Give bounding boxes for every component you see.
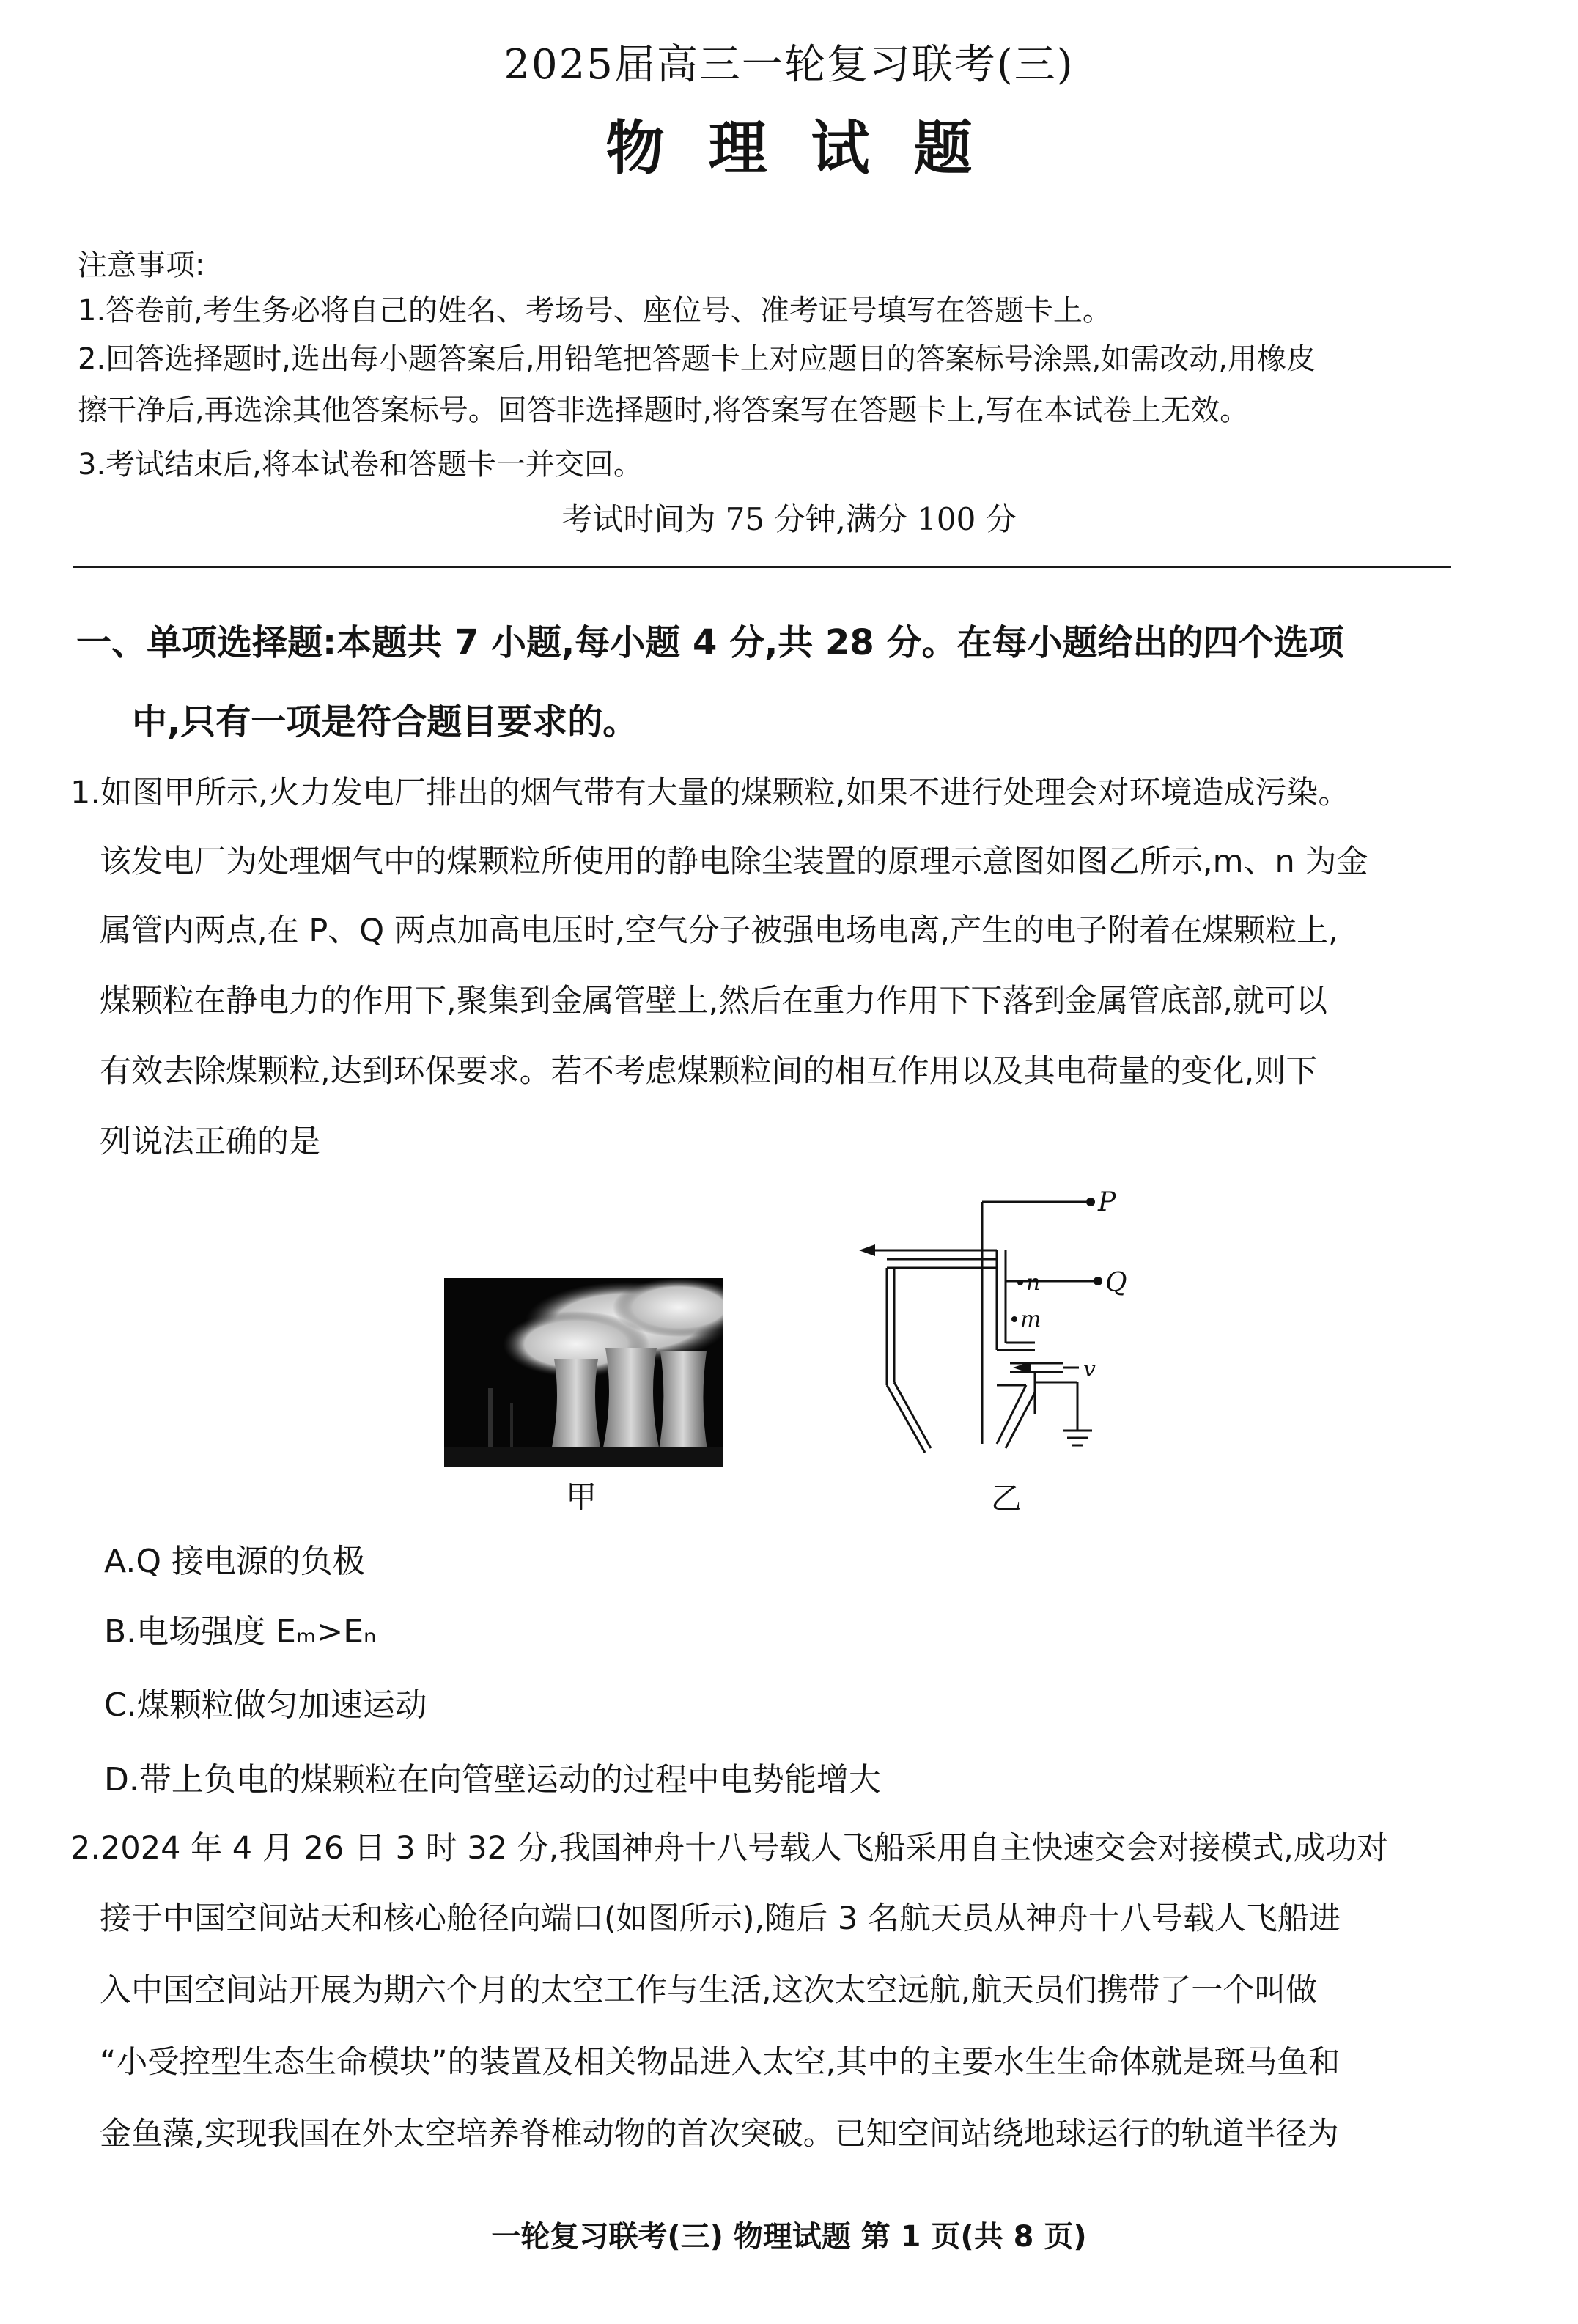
option-a: A.Q 接电源的负极	[104, 1543, 365, 1580]
subject-title: 物理试题	[605, 114, 1017, 182]
option-d: D.带上负电的煤颗粒在向管壁运动的过程中电势能增大	[104, 1761, 881, 1799]
note-line: 3.考试结束后,将本试卷和答题卡一并交回。	[78, 448, 643, 482]
exam-title: 2025届高三一轮复习联考(三)	[504, 41, 1074, 89]
q2-line: 金鱼藻,实现我国在外太空培养脊椎动物的首次突破。已知空间站绕地球运行的轨道半径为	[100, 2116, 1339, 2153]
q2-line: 2.2024 年 4 月 26 日 3 时 32 分,我国神舟十八号载人飞船采用自主快速交会对接模式,成功对	[70, 1830, 1388, 1867]
q2-line: 接于中国空间站天和核心舱径向端口(如图所示),随后 3 名航天员从神舟十八号载人飞船进	[100, 1900, 1341, 1937]
q1-line: 1.如图甲所示,火力发电厂排出的烟气带有大量的煤颗粒,如果不进行处理会对环境造成污染。	[70, 775, 1350, 811]
label-n: n	[1026, 1270, 1041, 1296]
figure-b-caption: 乙	[991, 1480, 1022, 1516]
page-footer: 一轮复习联考(三) 物理试题 第 1 页(共 8 页)	[491, 2220, 1087, 2254]
q1-line: 列说法正确的是	[100, 1124, 320, 1160]
q1-line: 有效去除煤颗粒,达到环保要求。若不考虑煤颗粒间的相互作用以及其电荷量的变化,则下	[100, 1053, 1318, 1090]
label-Q: Q	[1105, 1268, 1127, 1298]
notes-heading: 注意事项:	[78, 248, 205, 282]
q1-line: 属管内两点,在 P、Q 两点加高电压时,空气分子被强电场电离,产生的电子附着在煤颗粒上,	[100, 912, 1338, 949]
label-P: P	[1098, 1187, 1116, 1217]
section-heading-cont: 中,只有一项是符合题目要求的。	[132, 701, 638, 742]
label-v: v	[1083, 1357, 1096, 1382]
exam-time: 考试时间为 75 分钟,满分 100 分	[561, 501, 1017, 537]
q1-line: 煤颗粒在静电力的作用下,聚集到金属管壁上,然后在重力作用下下落到金属管底部,就可以	[100, 983, 1328, 1019]
note-line: 擦干净后,再选涂其他答案标号。回答非选择题时,将答案写在答题卡上,写在本试卷上无效。	[78, 394, 1250, 427]
divider-rule	[73, 566, 1451, 568]
q1-line: 该发电厂为处理烟气中的煤颗粒所使用的静电除尘装置的原理示意图如图乙所示,m、n 为金	[100, 844, 1368, 880]
power-plant-photo	[444, 1278, 723, 1467]
note-line: 2.回答选择题时,选出每小题答案后,用铅笔把答题卡上对应题目的答案标号涂黑,如需改动,用橡皮	[78, 342, 1316, 376]
precipitator-diagram	[843, 1180, 1165, 1502]
option-c: C.煤颗粒做匀加速运动	[104, 1686, 427, 1724]
q2-line: 入中国空间站开展为期六个月的太空工作与生活,这次太空远航,航天员们携带了一个叫做	[100, 1972, 1318, 2009]
option-b: B.电场强度 Eₘ>Eₙ	[104, 1613, 377, 1650]
note-line: 1.答卷前,考生务必将自己的姓名、考场号、座位号、准考证号填写在答题卡上。	[78, 294, 1112, 328]
section-heading: 一、单项选择题:本题共 7 小题,每小题 4 分,共 28 分。在每小题给出的四个选项	[76, 622, 1344, 663]
figure-a-caption: 甲	[566, 1479, 597, 1515]
label-m: m	[1020, 1307, 1041, 1332]
q2-line: “小受控型生态生命模块”的装置及相关物品进入太空,其中的主要水生生命体就是斑马鱼和	[100, 2044, 1341, 2081]
